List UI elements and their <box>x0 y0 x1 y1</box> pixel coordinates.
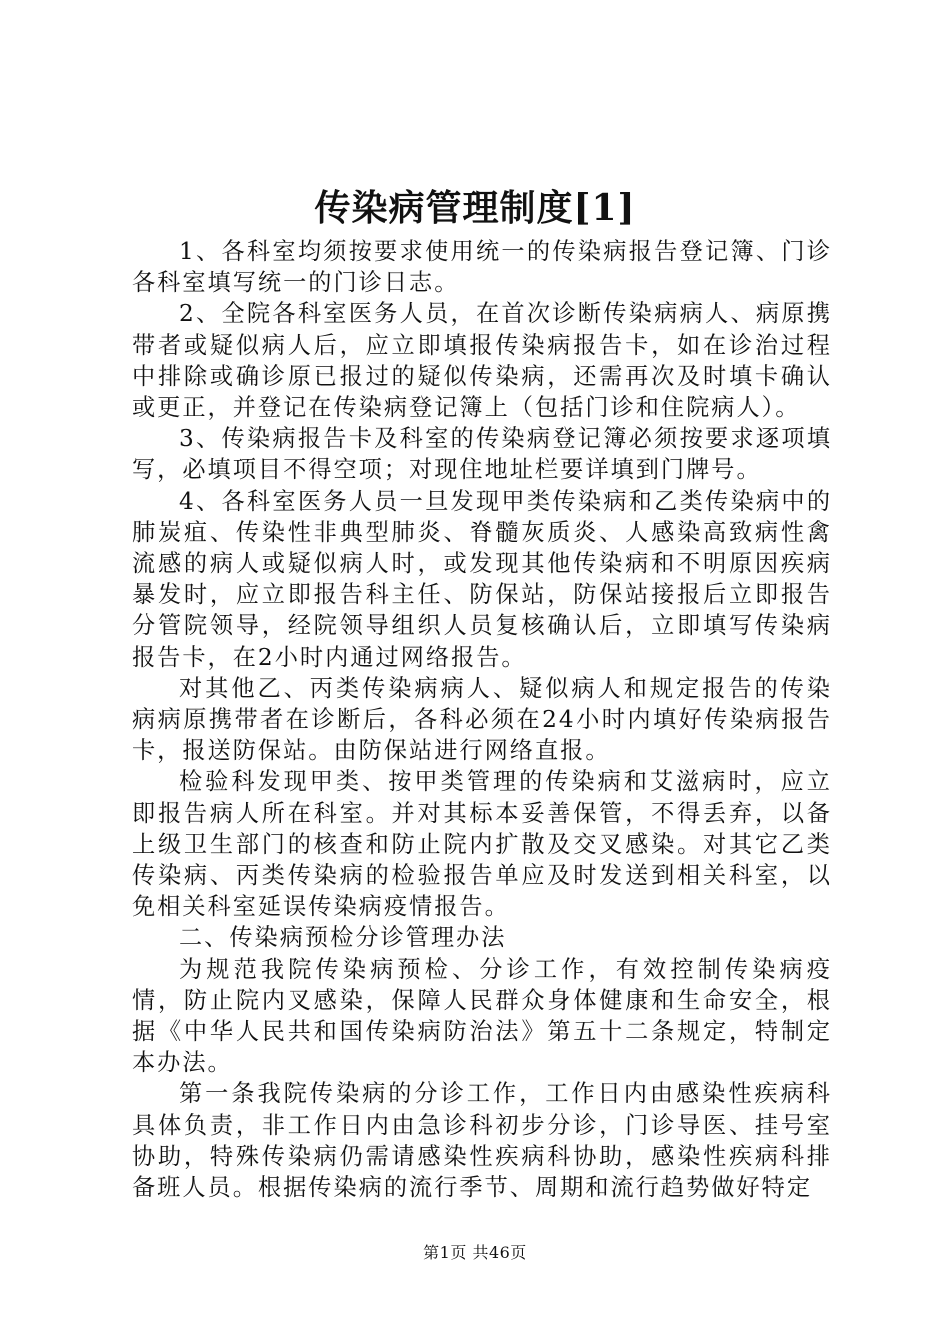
page-number-footer: 第1页 共46页 <box>423 1243 527 1262</box>
document-body <box>132 236 832 1203</box>
paragraph-2: 2、全院各科室医务人员，在首次诊断传染病病人、病原携带者或疑似病人后，应立即填报传染病报告卡，如在诊治过程中排除或确诊原已报过的疑似传染病，还需再次及时填卡确认或更正，并登记在传染病登记簿上（包括门诊和住院病人）。 <box>132 300 832 422</box>
paragraph-4: 4、各科室医务人员一旦发现甲类传染病和乙类传染病中的肺炭疽、传染性非典型肺炎、脊髓灰质炎、人感染高致病性禽流感的病人或疑似病人时，或发现其他传染病和不明原因疾病暴发时，应立即报告科主任、防保站，防保站接报后立即报告分管院领导，经院领导组织人员复核确认后，立即填写传染病报告卡，在2小时内通过网络报告。 <box>132 487 832 671</box>
paragraph-8: 第一条我院传染病的分诊工作，工作日内由感染性疾病科具体负责，非工作日内由急诊科初步分诊，门诊导医、挂号室协助，特殊传染病仍需请感染性疾病科协助，感染性疾病科排备班人员。根据传染病的流行季节、周期和流行趋势做好特定 <box>132 1080 832 1202</box>
section-heading: 二、传染病预检分诊管理办法 <box>179 924 507 952</box>
paragraph-7: 为规范我院传染病预检、分诊工作，有效控制传染病疫情，防止院内叉感染，保障人民群众身体健康和生命安全，根据《中华人民共和国传染病防治法》第五十二条规定，特制定本办法。 <box>132 955 832 1077</box>
document-title: 传染病管理制度[1] <box>314 187 636 229</box>
paragraph-3: 3、传染病报告卡及科室的传染病登记簿必须按要求逐项填写，必填项目不得空项；对现住地址栏要详填到门牌号。 <box>132 425 832 484</box>
paragraph-6: 检验科发现甲类、按甲类管理的传染病和艾滋病时，应立即报告病人所在科室。并对其标本妥善保管，不得丢弃，以备上级卫生部门的核查和防止院内扩散及交叉感染。对其它乙类传染病、丙类传染病的检验报告单应及时发送到相关科室，以免相关科室延误传染病疫情报告。 <box>132 768 832 921</box>
paragraph-1: 1、各科室均须按要求使用统一的传染病报告登记簿、门诊各科室填写统一的门诊日志。 <box>132 238 832 297</box>
paragraph-5: 对其他乙、丙类传染病病人、疑似病人和规定报告的传染病病原携带者在诊断后，各科必须在24小时内填好传染病报告卡，报送防保站。由防保站进行网络直报。 <box>132 674 832 765</box>
